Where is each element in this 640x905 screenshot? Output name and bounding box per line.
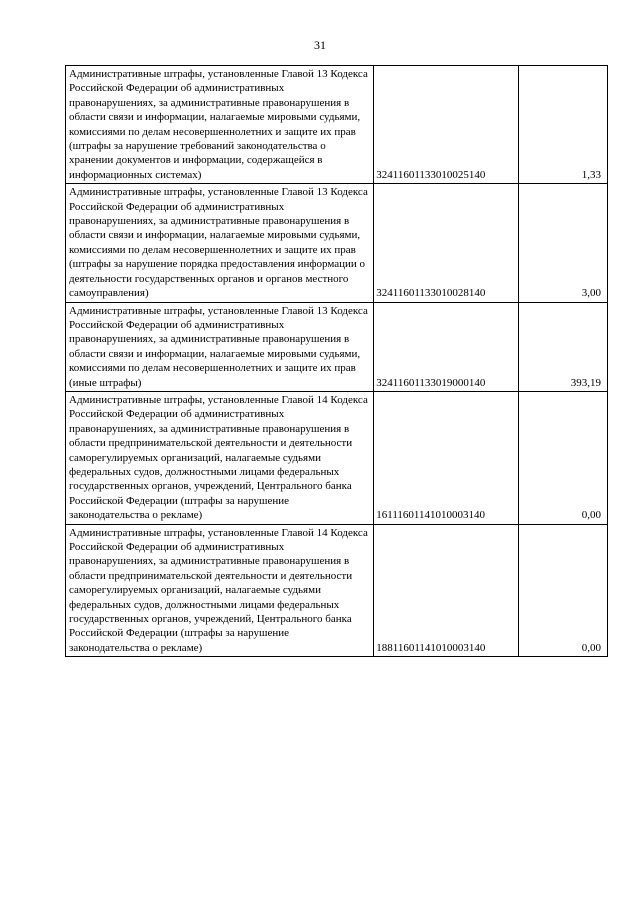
- budget-revenue-table: [65, 65, 608, 657]
- table-row: [66, 302, 608, 391]
- budget-code-cell: 16111601141010003140: [374, 391, 519, 524]
- budget-code-cell: 32411601133010028140: [374, 184, 519, 302]
- table-row: [66, 391, 608, 524]
- budget-code-cell: 18811601141010003140: [374, 524, 519, 657]
- revenue-name-cell: Административные штрафы, установленные Главой 14 Кодекса Российской Федерации об административных правонарушениях, за административные правонарушения в области предпринимательской деятельности и деятельности саморегулируемых организаций, налагаемые судьями федеральных судов, должностными лицами федеральных государственных органов, учреждений, Центрального банка Российской Федерации (штрафы за нарушение законодательства о рекламе): [66, 391, 374, 524]
- amount-cell: 1,33: [519, 66, 608, 184]
- table-row: [66, 66, 608, 184]
- amount-cell: 393,19: [519, 302, 608, 391]
- page-number: 31: [314, 38, 326, 52]
- revenue-name-cell: Административные штрафы, установленные Главой 13 Кодекса Российской Федерации об административных правонарушениях, за административные правонарушения в области связи и информации, налагаемые мировыми судьями, комиссиями по делам несовершеннолетних и защите их прав (иные штрафы): [66, 302, 374, 391]
- table-row: [66, 524, 608, 657]
- revenue-name-cell: Административные штрафы, установленные Главой 13 Кодекса Российской Федерации об административных правонарушениях, за административные правонарушения в области связи и информации, налагаемые мировыми судьями, комиссиями по делам несовершеннолетних и защите их прав (штрафы за нарушение требований законодательства о хранении документов и информации, содержащейся в информационных системах): [66, 66, 374, 184]
- revenue-name-cell: Административные штрафы, установленные Главой 13 Кодекса Российской Федерации об административных правонарушениях, за административные правонарушения в области связи и информации, налагаемые мировыми судьями, комиссиями по делам несовершеннолетних и защите их прав (штрафы за нарушение порядка предоставления информации о деятельности государственных органов и органов местного самоуправления): [66, 184, 374, 302]
- amount-cell: 0,00: [519, 524, 608, 657]
- budget-code-cell: 32411601133019000140: [374, 302, 519, 391]
- amount-cell: 0,00: [519, 391, 608, 524]
- revenue-name-cell: Административные штрафы, установленные Главой 14 Кодекса Российской Федерации об административных правонарушениях, за административные правонарушения в области предпринимательской деятельности и деятельности саморегулируемых организаций, налагаемые судьями федеральных судов, должностными лицами федеральных государственных органов, учреждений, Центрального банка Российской Федерации (штрафы за нарушение законодательства о рекламе): [66, 524, 374, 657]
- budget-code-cell: 32411601133010025140: [374, 66, 519, 184]
- amount-cell: 3,00: [519, 184, 608, 302]
- table-row: [66, 184, 608, 302]
